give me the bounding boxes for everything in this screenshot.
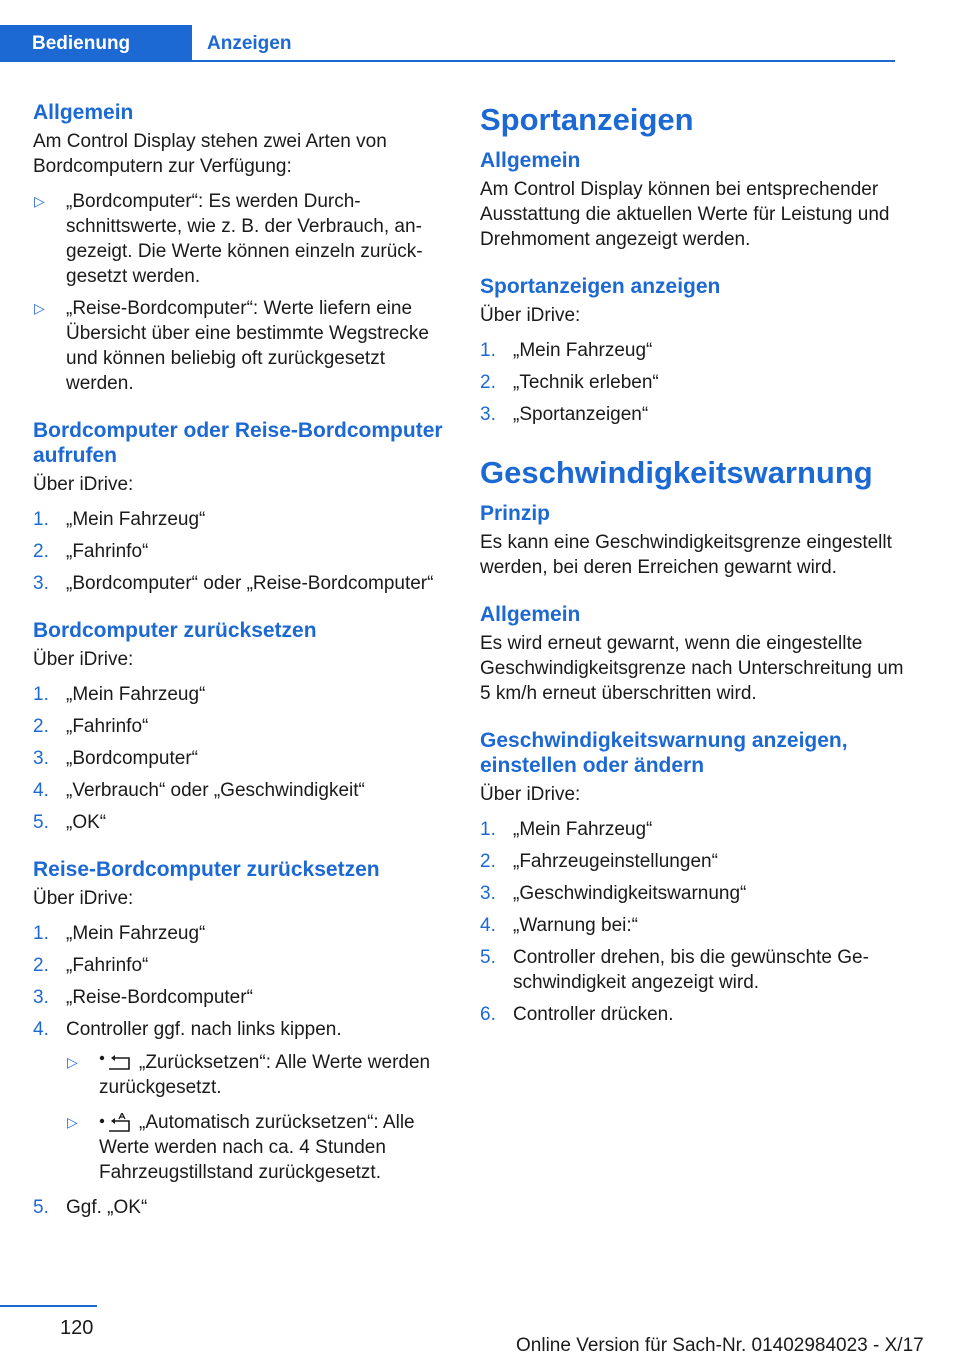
right-column bbox=[480, 100, 905, 1034]
chapter-tabs bbox=[0, 25, 308, 61]
tab-underline bbox=[0, 60, 895, 62]
page-title: Geschwindigkeitswarnung bbox=[480, 455, 873, 490]
step-list bbox=[33, 507, 443, 596]
section-heading: Sportanzeigen anzeigen bbox=[480, 275, 721, 298]
paragraph: Über iDrive: bbox=[33, 888, 134, 909]
paragraph: Über iDrive: bbox=[33, 649, 134, 670]
list-item: ▷ „Zurücksetzen“: Alle Werte werden zurückgesetzt. bbox=[67, 1052, 431, 1098]
list-item: 2. „Fahrinfo“ bbox=[33, 541, 149, 562]
list-item: 6. Controller drücken. bbox=[480, 1004, 674, 1025]
section-heading: Prinzip bbox=[480, 502, 551, 525]
list-item: 1. „Mein Fahrzeug“ bbox=[33, 923, 206, 944]
list-item: 5. „OK“ bbox=[33, 812, 107, 833]
paragraph: Es kann eine Geschwindigkeitsgrenze eingestellt werden, bei deren Erreichen gewarnt wird. bbox=[480, 532, 892, 578]
list-item: ▷ „Bordcomputer“: Es werden Durchschnittswerte, wie z. B. der Verbrauch, angezeigt. Die Werte können einzeln zurückgesetzt werden. bbox=[34, 191, 423, 287]
list-item: 4. Controller ggf. nach links kippen. ▷ „Zurücksetzen“: Alle Werte werden zurückgesetzt. ▷ „Automatisch zurücksetzen“: Alle Werte werden nach ca. 4 Stunden Fahrzeugstillstand zurückgesetzt. bbox=[33, 1017, 443, 1185]
list-item: 5. Ggf. „OK“ bbox=[33, 1197, 148, 1218]
list-item: 2. „Fahrzeugeinstellungen“ bbox=[480, 851, 718, 872]
list-item: 1. „Mein Fahrzeug“ bbox=[480, 340, 653, 361]
list-item: 2. „Fahrinfo“ bbox=[33, 955, 149, 976]
section-heading: Bordcomputer zurücksetzen bbox=[33, 619, 317, 642]
step-list bbox=[33, 921, 443, 1220]
page-number: 120 bbox=[60, 1317, 94, 1339]
list-item: 2. „Technik erleben“ bbox=[480, 372, 659, 393]
footer-rule bbox=[0, 1305, 97, 1307]
section-heading: Bordcomputer oder Reise-Bordcomputer aufrufen bbox=[33, 419, 443, 467]
bullet-marker-icon: ▷ bbox=[34, 300, 45, 316]
bullet-marker-icon: ▷ bbox=[34, 193, 45, 209]
reset-arrow-icon bbox=[99, 1054, 133, 1072]
bullet-list bbox=[33, 189, 443, 396]
list-item: ▷ „Reise-Bordcomputer“: Werte liefern eine Übersicht über eine bestimmte Wegstrecke und können beliebig oft zurückgesetzt werden. bbox=[34, 298, 429, 394]
step-list bbox=[480, 338, 905, 427]
list-item: 1. „Mein Fahrzeug“ bbox=[33, 509, 206, 530]
section-heading: Geschwindigkeitswarnung anzeigen, einstellen oder ändern bbox=[480, 729, 848, 777]
paragraph: Am Control Display können bei entsprechender Ausstattung die aktuellen Werte für Leistung und Drehmoment angezeigt werden. bbox=[480, 179, 890, 250]
online-version-note: Online Version für Sach-Nr. 01402984023 - X/17 bbox=[516, 1335, 924, 1356]
paragraph: Über iDrive: bbox=[480, 305, 581, 326]
bullet-marker-icon: ▷ bbox=[67, 1114, 78, 1130]
bullet-marker-icon: ▷ bbox=[67, 1054, 78, 1070]
paragraph: Am Control Display stehen zwei Arten von Bordcomputern zur Verfügung: bbox=[33, 131, 387, 177]
list-item: 1. „Mein Fahrzeug“ bbox=[480, 819, 653, 840]
paragraph: Über iDrive: bbox=[480, 784, 581, 805]
list-item: 1. „Mein Fahrzeug“ bbox=[33, 684, 206, 705]
paragraph: Über iDrive: bbox=[33, 474, 134, 495]
list-item: ▷ „Automatisch zurücksetzen“: Alle Werte werden nach ca. 4 Stunden Fahrzeugstillstand zurückgesetzt. bbox=[67, 1112, 415, 1183]
list-item: 3. „Reise-Bordcomputer“ bbox=[33, 987, 253, 1008]
list-item: 5. Controller drehen, bis die gewünschte Geschwindigkeit angezeigt wird. bbox=[480, 947, 869, 993]
section-heading: Reise-Bordcomputer zurücksetzen bbox=[33, 858, 380, 881]
tab-bedienung[interactable]: Bedienung bbox=[0, 25, 192, 61]
auto-reset-icon bbox=[99, 1113, 133, 1133]
section-heading: Allgemein bbox=[33, 101, 134, 124]
section-heading: Allgemein bbox=[480, 603, 581, 626]
list-item: 4. „Verbrauch“ oder „Geschwindigkeit“ bbox=[33, 780, 365, 801]
sub-bullet-list bbox=[66, 1050, 443, 1185]
list-item: 3. „Geschwindigkeitswarnung“ bbox=[480, 883, 747, 904]
page-title: Sportanzeigen bbox=[480, 102, 694, 137]
step-list bbox=[33, 682, 443, 835]
list-item: 3. „Bordcomputer“ bbox=[33, 748, 198, 769]
list-item: 3. „Bordcomputer“ oder „Reise-Bordcomputer“ bbox=[33, 573, 434, 594]
list-item: 2. „Fahrinfo“ bbox=[33, 716, 149, 737]
left-column bbox=[33, 100, 443, 1227]
paragraph: Es wird erneut gewarnt, wenn die eingestellte Geschwindigkeitsgrenze nach Unterschreitung um 5 km/h erneut überschritten wird. bbox=[480, 633, 904, 704]
list-item: 3. „Sportanzeigen“ bbox=[480, 404, 649, 425]
step-list bbox=[480, 817, 905, 1027]
tab-anzeigen[interactable]: Anzeigen bbox=[192, 25, 308, 61]
section-heading: Allgemein bbox=[480, 149, 581, 172]
list-item: 4. „Warnung bei:“ bbox=[480, 915, 638, 936]
